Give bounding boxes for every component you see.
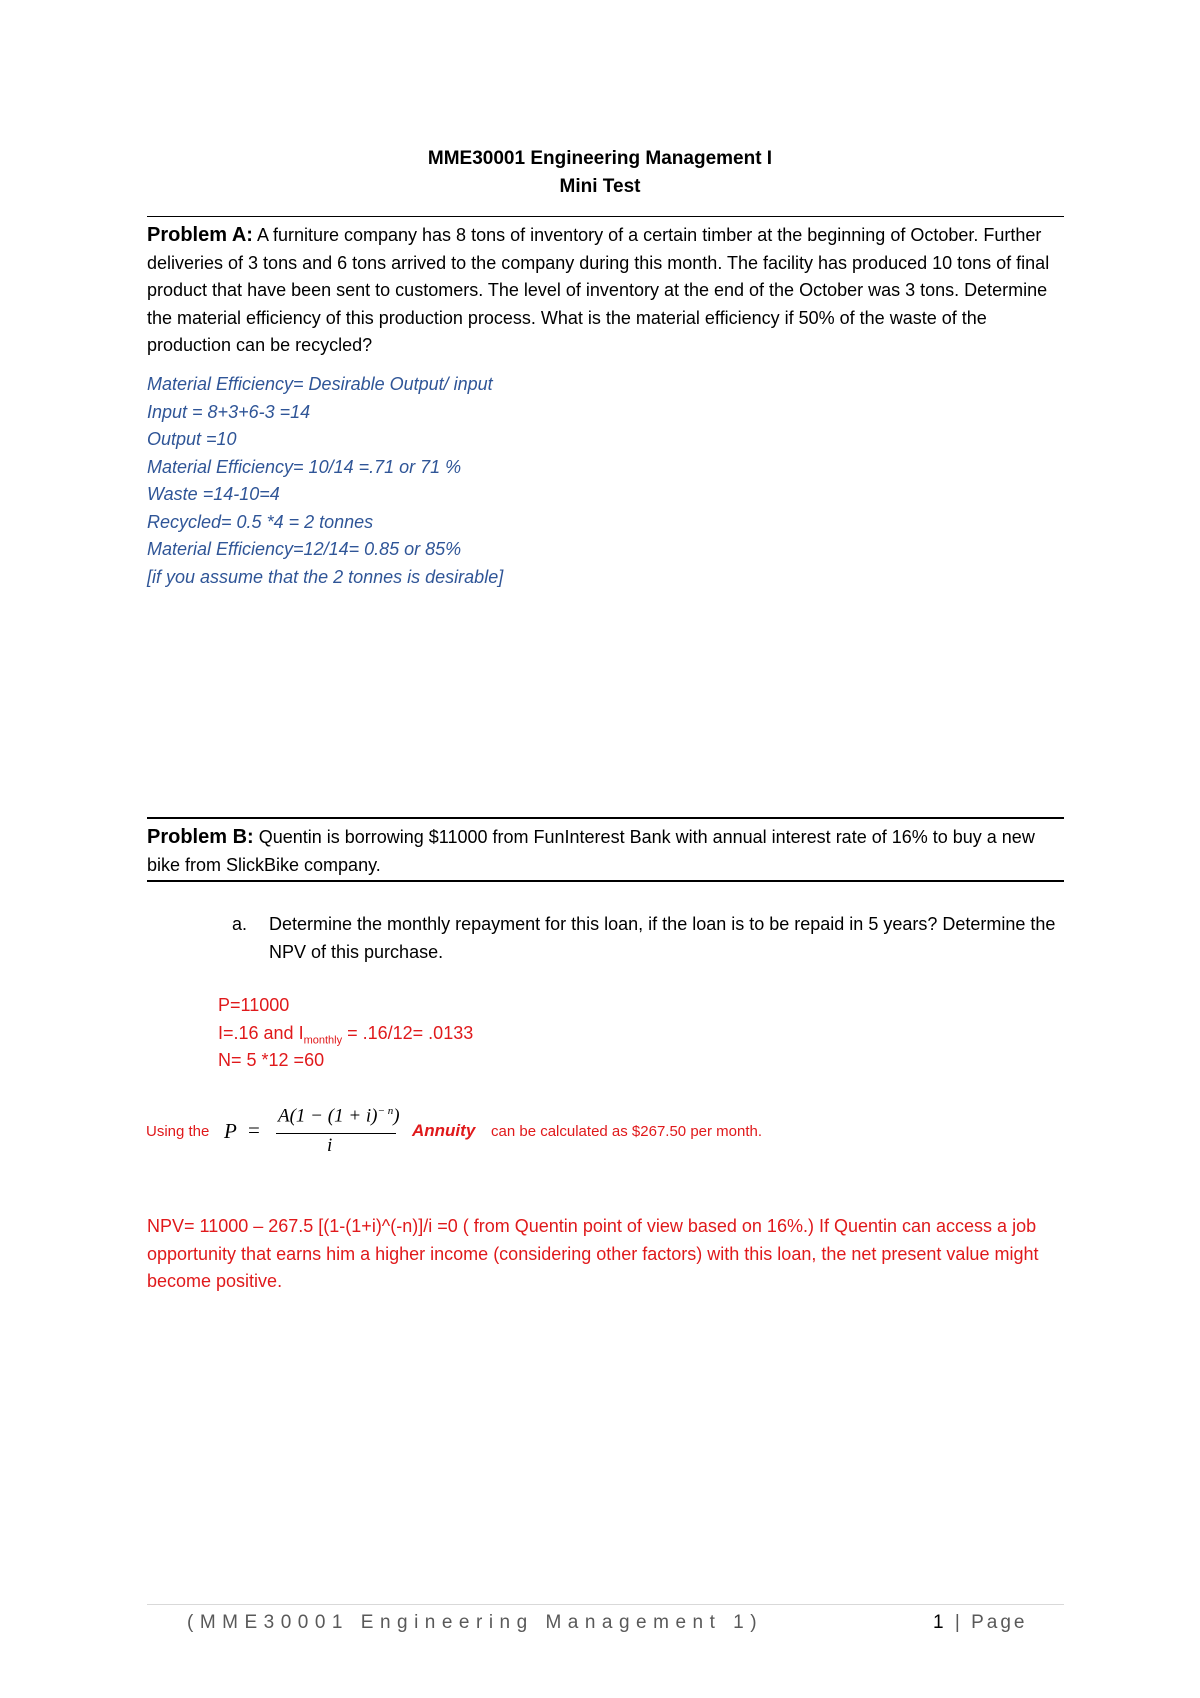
solution-line: Material Efficiency= 10/14 =.71 or 71 % <box>147 456 462 477</box>
using-the-label: Using the <box>146 1123 210 1140</box>
solution-line: Waste =14-10=4 <box>147 484 280 504</box>
formula-fraction-bar <box>276 1133 396 1134</box>
problem-a-text: A furniture company has 8 tons of inventory of a certain timber at the beginning of October. Further deliveries of 3 tons and 6 tons arrived to the company during this month. The facility has produced 10 tons of final product that have been sent to customers. The level of inventory at the end of the October was 3 tons. Determine the material efficiency of this production process. What is the material efficiency if 50% of the waste of the production can be recycled? <box>147 225 1050 355</box>
item-a-text: Determine the monthly repayment for this loan, if the loan is to be repaid in 5 years? Determine the NPV of this purchase. <box>269 914 1056 962</box>
solution-line: [if you assume that the 2 tonnes is desirable] <box>147 566 504 587</box>
solution-line: Output =10 <box>147 429 237 449</box>
document-title: MME30001 Engineering Management I <box>427 148 773 169</box>
solution-line: Material Efficiency=12/14= 0.85 or 85% <box>147 539 462 559</box>
solution-line: Material Efficiency= Desirable Output/ input <box>147 374 493 394</box>
problem-a-solution <box>147 371 1064 591</box>
problem-b-heading: Problem B: <box>147 826 254 848</box>
problem-b-bottom-rule <box>147 880 1064 882</box>
formula-lhs: P <box>224 1119 237 1143</box>
monthly-subscript: monthly <box>303 1034 343 1047</box>
item-a-marker: a. <box>232 914 248 934</box>
footer-divider <box>147 1604 1064 1605</box>
problem-a-heading: Problem A: <box>147 224 253 246</box>
problem-b-text: Quentin is borrowing $11000 from FunInterest Bank with annual interest rate of 16% to buy a new bike from SlickBike company. <box>147 827 1035 875</box>
annuity-result: can be calculated as $267.50 per month. <box>491 1123 763 1140</box>
problem-b-calculations <box>218 992 918 1075</box>
footer-page-number <box>933 1612 1027 1634</box>
solution-line: Recycled= 0.5 *4 = 2 tonnes <box>147 511 374 532</box>
footer-course: (MME30001 Engineering Management 1) <box>187 1612 764 1633</box>
formula-numerator: $A(1 - (1 + i)^{- n})$ <box>278 1105 400 1127</box>
calc-principal: P=11000 <box>218 995 290 1015</box>
page-separator: | <box>946 1612 972 1633</box>
solution-line: Input = 8+3+6-3 =14 <box>147 401 311 422</box>
formula-equals: = <box>248 1118 260 1142</box>
title-divider <box>147 216 1064 217</box>
calc-periods: N= 5 *12 =60 <box>218 1050 325 1070</box>
page-word: Page <box>971 1612 1028 1633</box>
page-number: 1 <box>933 1612 947 1633</box>
calc-interest: I=.16 and $I_{monthly} = .16/12= .0133$ <box>218 1022 474 1047</box>
formula-denominator: i <box>327 1135 333 1156</box>
annuity-word: Annuity <box>412 1121 476 1140</box>
document-subtitle: Mini Test <box>559 176 641 197</box>
problem-b-top-rule <box>147 817 1064 819</box>
npv-explanation: NPV= 11000 – 267.5 [(1-(1+i)^(-n)]/i =0 ( from Quentin point of view based on 16%.) If Quentin can access a job opportunity that earns him a higher income (considering other factors) with this loan, the net present value might become positive. <box>147 1216 1039 1291</box>
problem-b-item-a <box>232 911 1062 967</box>
problem-b-statement <box>147 824 1064 879</box>
problem-a-statement <box>147 222 1064 360</box>
